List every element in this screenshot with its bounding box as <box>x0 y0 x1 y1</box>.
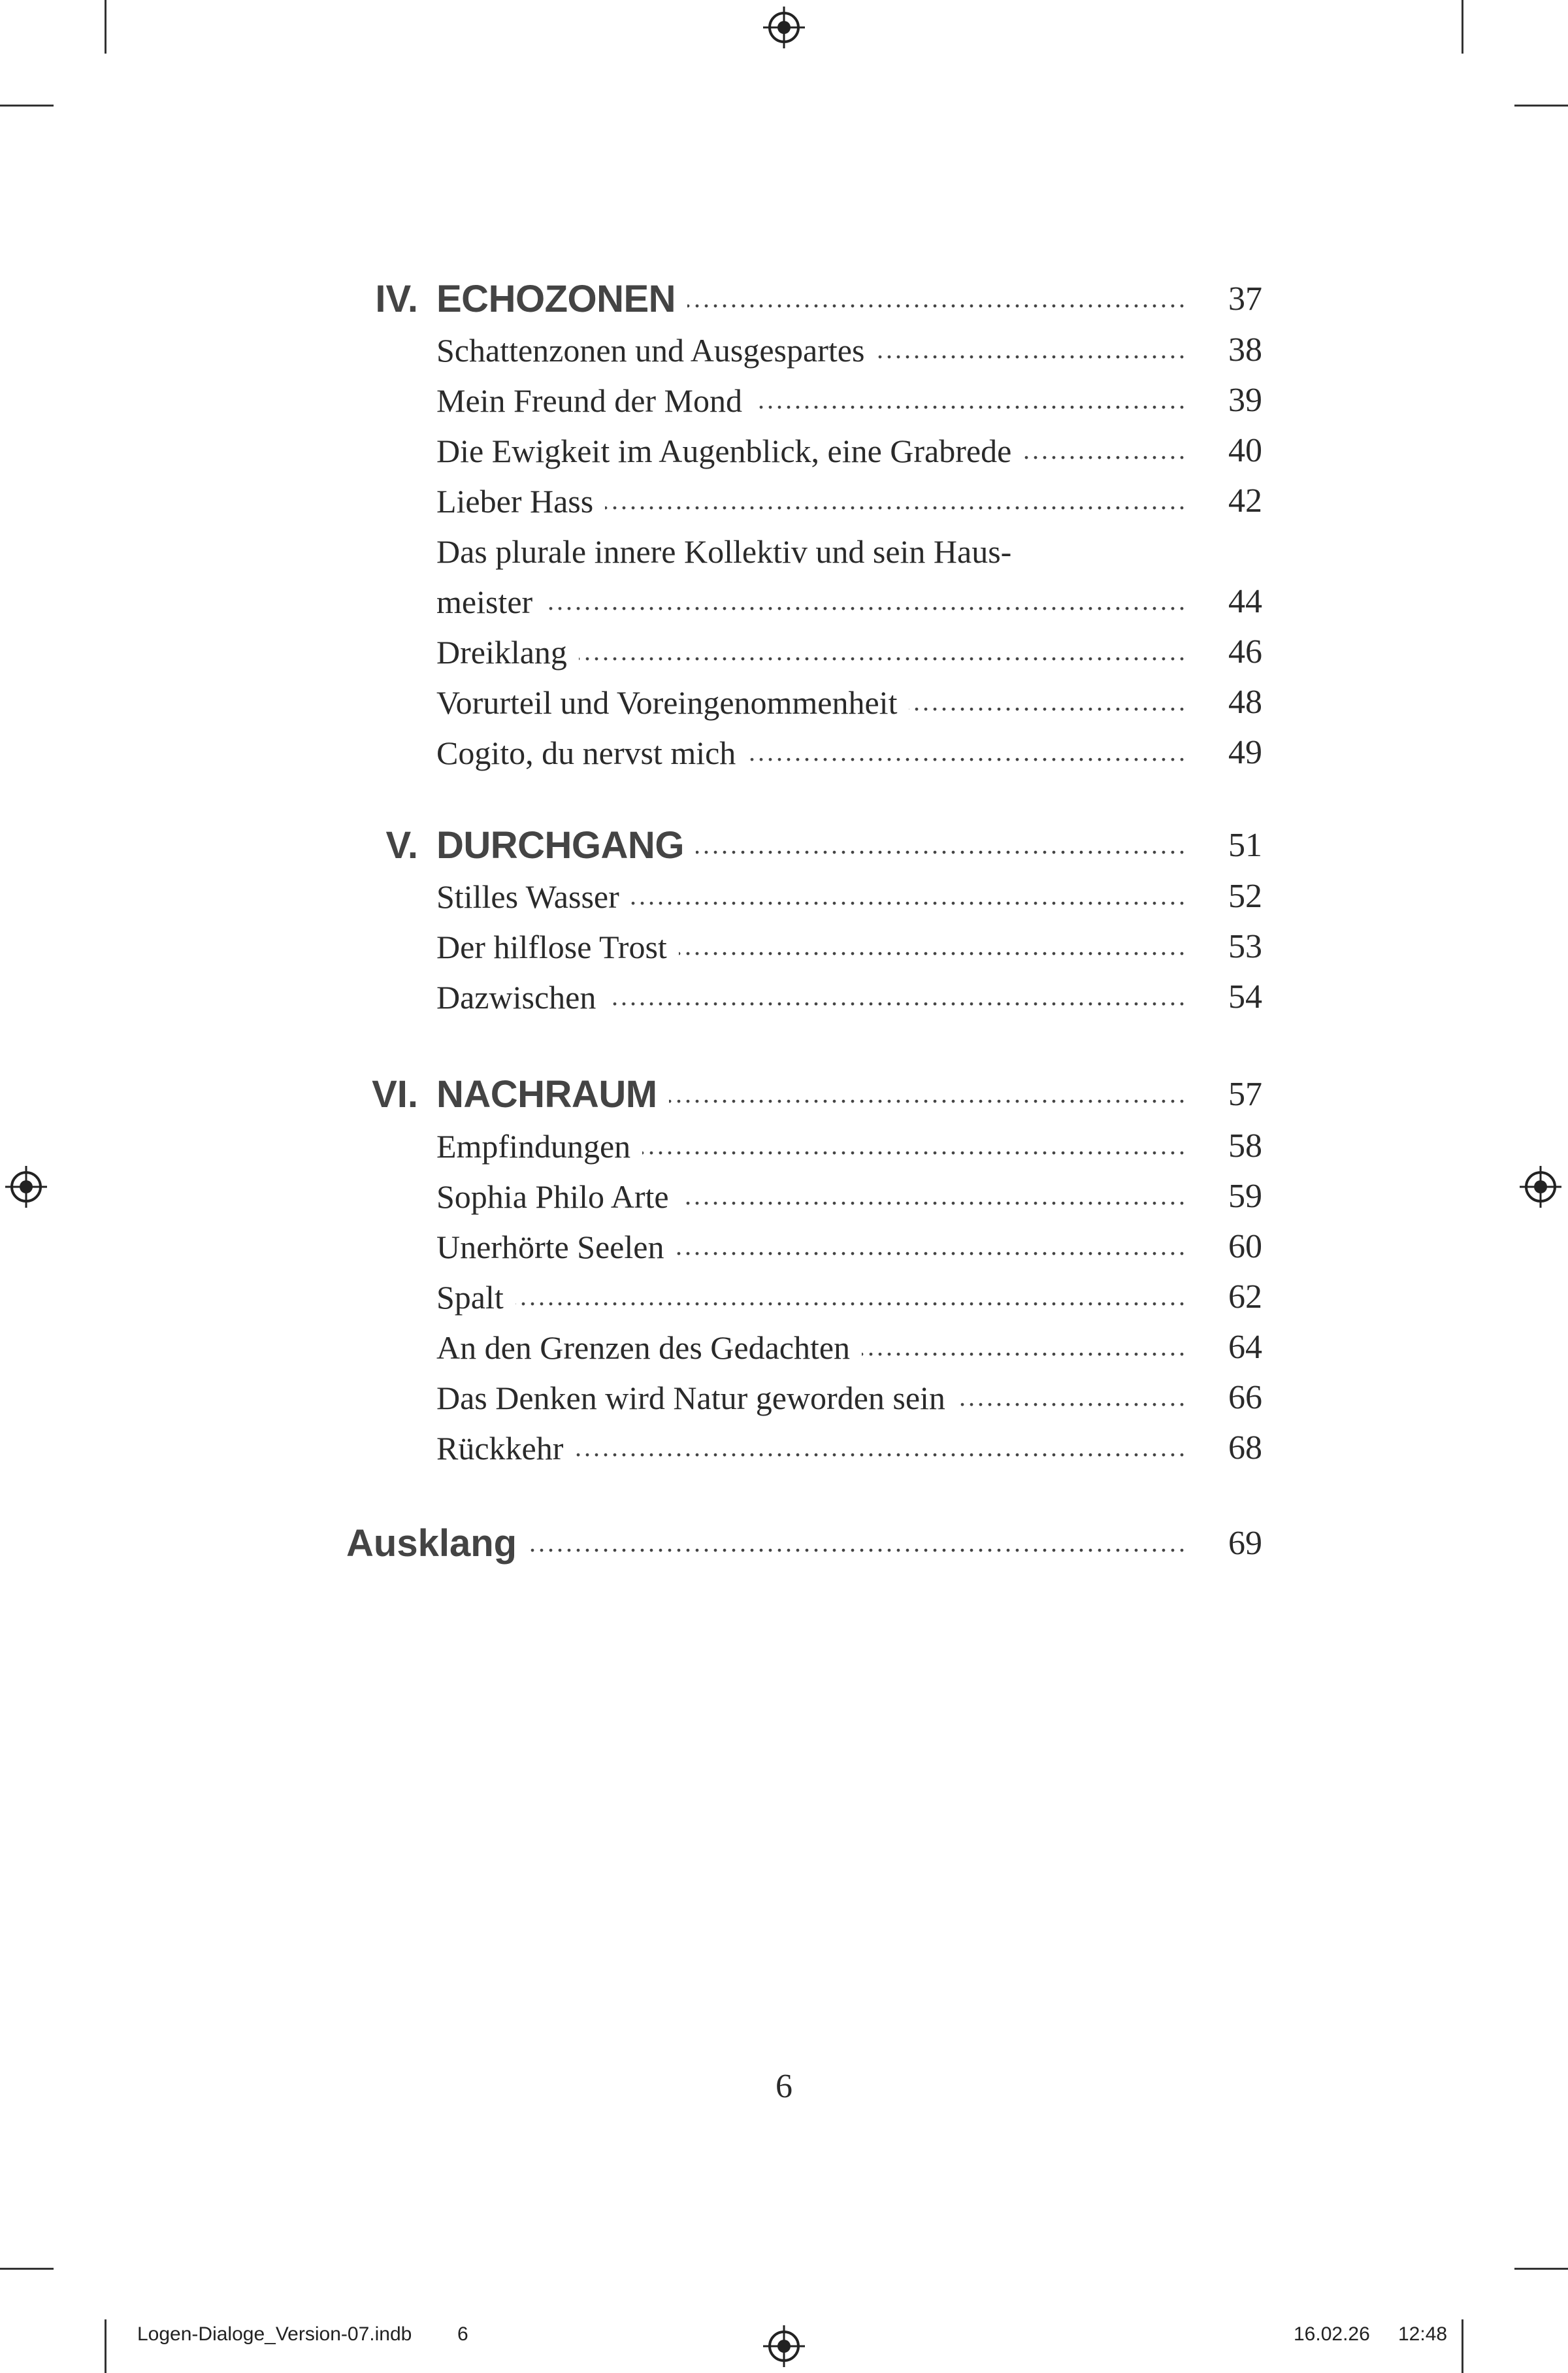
chapter-numeral: V. <box>385 824 418 867</box>
crop-mark <box>0 105 54 107</box>
chapter-title: NACHRAUM <box>436 1070 669 1120</box>
page-number: 64 <box>1228 1329 1262 1366</box>
page-number: 38 <box>1228 331 1262 369</box>
crop-mark <box>105 2319 106 2373</box>
crop-mark <box>1514 2268 1568 2270</box>
entry-title: Die Ewigkeit im Augenblick, eine Grabrede <box>436 426 1023 476</box>
entry-title: Dazwischen <box>436 972 608 1022</box>
chapter-heading[interactable] <box>0 821 1568 871</box>
page-number: 48 <box>1228 684 1262 721</box>
page-number: 57 <box>1228 1076 1262 1113</box>
page-number: 46 <box>1228 633 1262 671</box>
crop-mark <box>1462 0 1463 54</box>
page-number: 58 <box>1228 1127 1262 1165</box>
entry-title: Lieber Hass <box>436 476 605 526</box>
entry-title: Das Denken wird Natur geworden sein <box>436 1373 957 1423</box>
entry-title: Spalt <box>436 1272 515 1322</box>
page-number: 52 <box>1228 878 1262 915</box>
page-number: 62 <box>1228 1278 1262 1316</box>
toc-entry[interactable] <box>0 376 1568 425</box>
chapter-title: DURCHGANG <box>436 821 696 871</box>
entry-title: Schattenzonen und Ausgespartes <box>436 325 876 375</box>
folio-page-number: 6 <box>776 2068 792 2105</box>
entry-title: Sophia Philo Arte <box>436 1172 681 1221</box>
entry-title: An den Grenzen des Gedachten <box>436 1323 862 1372</box>
entry-title: Unerhörte Seelen <box>436 1222 676 1272</box>
toc-entry[interactable] <box>0 922 1568 972</box>
toc-entry[interactable] <box>0 1272 1568 1322</box>
page-number: 40 <box>1228 432 1262 469</box>
entry-title: Der hilflose Trost <box>436 922 679 972</box>
toc-entry[interactable] <box>0 1121 1568 1171</box>
slug-file-page: 6 <box>457 2323 468 2345</box>
crop-mark <box>1514 105 1568 107</box>
entry-title: Empfindungen <box>436 1121 642 1171</box>
page-number: 44 <box>1228 583 1262 620</box>
toc-entry[interactable] <box>0 627 1568 677</box>
page-number: 37 <box>1228 280 1262 318</box>
chapter-heading[interactable] <box>0 1070 1568 1120</box>
toc-entry[interactable] <box>0 1172 1568 1221</box>
entry-title-line: Das plurale innere Kollektiv und sein Haus- <box>436 533 1012 570</box>
entry-title: meister <box>436 577 544 627</box>
registration-mark-icon <box>763 7 805 48</box>
leader-dots <box>436 1272 1188 1322</box>
crop-mark <box>0 2268 54 2270</box>
toc-entry[interactable] <box>0 678 1568 727</box>
page-number: 51 <box>1228 827 1262 864</box>
toc-entry[interactable] <box>0 872 1568 921</box>
toc-entry[interactable] <box>0 1423 1568 1473</box>
chapter-numeral: IV. <box>375 278 418 320</box>
page-number: 68 <box>1228 1429 1262 1467</box>
chapter-heading[interactable] <box>0 274 1568 324</box>
toc-entry[interactable] <box>0 426 1568 476</box>
chapter-numeral: VI. <box>372 1073 418 1116</box>
page-number: 53 <box>1228 928 1262 965</box>
toc-entry[interactable] <box>0 1373 1568 1423</box>
toc-entry[interactable] <box>0 325 1568 375</box>
toc-entry[interactable] <box>0 476 1568 526</box>
page-number: 60 <box>1228 1228 1262 1265</box>
crop-mark <box>1462 2319 1463 2373</box>
slug-time: 12:48 <box>1398 2323 1448 2345</box>
entry-title: Rückkehr <box>436 1423 575 1473</box>
page-number: 69 <box>1228 1525 1262 1562</box>
chapter-title: ECHOZONEN <box>436 274 687 324</box>
entry-title: Vorurteil und Voreingenommenheit <box>436 678 909 727</box>
entry-title: Dreiklang <box>436 627 579 677</box>
registration-mark-icon <box>763 2325 805 2367</box>
page-number: 59 <box>1228 1178 1262 1215</box>
entry-title: Cogito, du nervst mich <box>436 728 747 778</box>
toc-entry[interactable] <box>0 972 1568 1022</box>
toc-entry[interactable] <box>0 728 1568 778</box>
toc-entry[interactable] <box>0 577 1568 627</box>
entry-title: Mein Freund der Mond <box>436 376 754 425</box>
closing-title: Ausklang <box>346 1519 529 1568</box>
toc-entry[interactable] <box>0 1323 1568 1372</box>
crop-mark <box>105 0 106 54</box>
entry-title: Stilles Wasser <box>436 872 631 921</box>
page-number: 42 <box>1228 482 1262 520</box>
slug-filename: Logen-Dialoge_Version-07.indb <box>137 2323 412 2345</box>
page-number: 66 <box>1228 1379 1262 1416</box>
leader-dots <box>436 577 1188 627</box>
slug-date: 16.02.26 <box>1294 2323 1370 2345</box>
closing-heading[interactable] <box>0 1519 1568 1568</box>
page-number: 39 <box>1228 382 1262 419</box>
page-number: 54 <box>1228 978 1262 1016</box>
page-number: 49 <box>1228 734 1262 771</box>
toc-entry[interactable] <box>0 1222 1568 1272</box>
